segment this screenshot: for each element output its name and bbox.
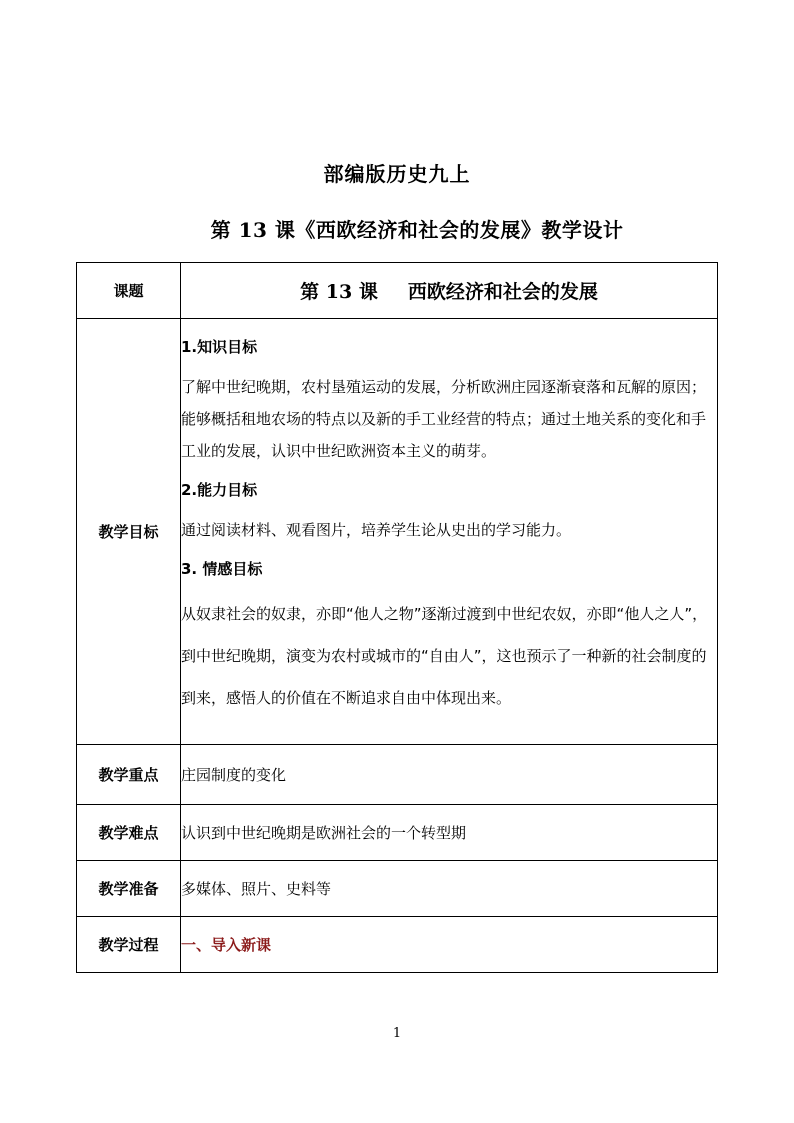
focus-label: 教学重点 — [77, 745, 181, 805]
goal-heading-emotion: 3. 情感目标 — [181, 560, 263, 578]
difficulty-label: 教学难点 — [77, 805, 181, 861]
process-label: 教学过程 — [77, 917, 181, 973]
prep-label: 教学准备 — [77, 861, 181, 917]
table-row-process — [77, 917, 718, 973]
goal-heading-ability: 2.能力目标 — [181, 481, 258, 499]
goal-text-ability: 通过阅读材料、观看图片，培养学生论从史出的学习能力。 — [181, 521, 572, 539]
document-title: 部编版历史九上 — [323, 162, 471, 186]
goal-text-emotion: 从奴隶社会的奴隶，亦即“他人之物”逐渐过渡到中世纪农奴，亦即“他人之人”，到中世纪晚期，演变为农村或城市的“自由人”，这也预示了一种新的社会制度的到来，感悟人的价值在不断追求自由中体现出来。 — [181, 605, 708, 707]
focus-value: 庄园制度的变化 — [181, 745, 718, 805]
topic-label: 课题 — [77, 263, 181, 319]
page-number: 1 — [392, 1026, 402, 1041]
goal-text-knowledge: 了解中世纪晚期，农村垦殖运动的发展，分析欧洲庄园逐渐衰落和瓦解的原因；能够概括租地农场的特点以及新的手工业经营的特点；通过土地关系的变化和手工业的发展，认识中世纪欧洲资本主义的萌芽。 — [181, 378, 707, 460]
goals-cell — [181, 319, 718, 745]
process-value — [181, 917, 718, 973]
table-row-topic — [77, 263, 718, 319]
lesson-title: 西欧经济和社会的发展 — [407, 281, 598, 303]
table-row-difficulty — [77, 805, 718, 861]
process-first-step: 一、导入新课 — [181, 936, 272, 954]
table-row-prep — [77, 861, 718, 917]
goal-heading-knowledge: 1.知识目标 — [181, 338, 258, 356]
lesson-title-cell — [181, 263, 718, 319]
table-row-goals — [77, 319, 718, 745]
lesson-plan-table — [76, 262, 718, 973]
goals-label: 教学目标 — [77, 319, 181, 745]
document-subtitle: 第 13 课《西欧经济和社会的发展》教学设计 — [210, 218, 624, 242]
difficulty-value: 认识到中世纪晚期是欧洲社会的一个转型期 — [181, 805, 718, 861]
lesson-number: 第 13 课 — [300, 281, 378, 303]
prep-value: 多媒体、照片、史料等 — [181, 861, 718, 917]
table-row-focus — [77, 745, 718, 805]
